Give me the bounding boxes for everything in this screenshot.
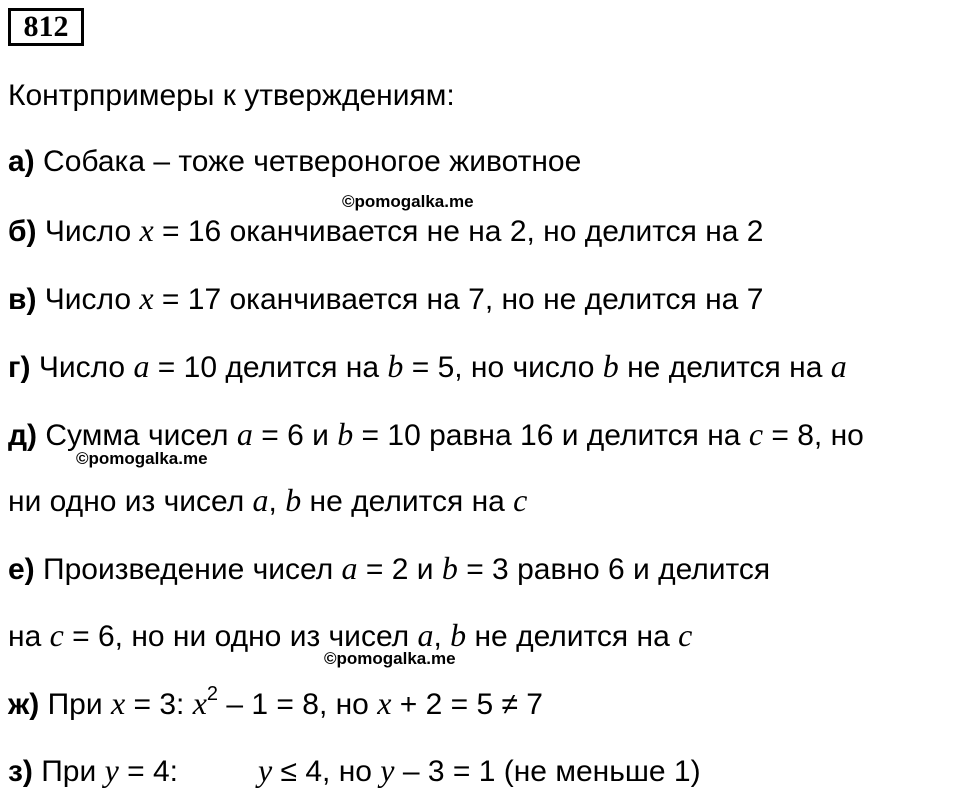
text: + 2 = 5 ≠ 7 — [391, 688, 543, 721]
item-label: е) — [8, 553, 35, 586]
text: = 6 и — [252, 419, 338, 452]
item-label: ж) — [8, 688, 40, 721]
item-zh — [8, 685, 543, 723]
variable: b — [450, 617, 467, 653]
text: = 6, но ни одно из чисел — [63, 620, 418, 653]
item-label: г) — [8, 351, 31, 384]
variable: c — [748, 416, 764, 452]
variable: b — [602, 348, 619, 384]
text: = 3: — [125, 688, 193, 721]
text: – 3 = 1 (не меньше 1) — [394, 755, 701, 788]
variable: b — [387, 348, 404, 384]
variable: x — [192, 685, 207, 721]
item-label: в) — [8, 283, 37, 316]
variable: x — [139, 280, 154, 316]
text: При — [32, 755, 105, 788]
variable: a — [417, 617, 434, 653]
text: При — [39, 688, 111, 721]
text: ни одно из чисел — [8, 485, 253, 518]
text: = 8, но — [763, 419, 864, 452]
text: , — [268, 485, 286, 518]
item-label: д) — [8, 419, 38, 452]
text: = 16 оканчивается не на 2, но делится на 2 — [153, 215, 764, 248]
variable: a — [252, 482, 269, 518]
variable: b — [285, 482, 302, 518]
item-label: а) — [8, 145, 35, 178]
text: Сумма чисел — [37, 419, 237, 452]
text: = 17 оканчивается на 7, но не делится на 7 — [153, 283, 764, 316]
watermark: ©pomogalka.me — [76, 449, 208, 468]
variable: b — [337, 416, 354, 452]
variable: a — [830, 348, 847, 384]
variable: y — [104, 752, 119, 788]
text: Число — [30, 351, 134, 384]
variable: a — [236, 416, 253, 452]
text: , — [433, 620, 451, 653]
text: = 3 равно 6 и делится — [457, 553, 771, 586]
text: = 10 равна 16 и делится на — [353, 419, 749, 452]
variable: c — [513, 482, 528, 518]
text: = 2 и — [357, 553, 442, 586]
heading: Контрпримеры к утверждениям: — [8, 79, 455, 112]
item-g — [8, 348, 847, 386]
variable: a — [133, 348, 150, 384]
variable: y — [380, 752, 395, 788]
text: Произведение чисел — [34, 553, 342, 586]
item-d-line2 — [8, 482, 527, 520]
item-label: з) — [8, 755, 33, 788]
text: Число — [36, 283, 140, 316]
variable: y — [258, 752, 273, 788]
text: = 4: — [118, 755, 179, 788]
watermark: ©pomogalka.me — [324, 649, 456, 668]
text: ≤ 4, но — [272, 755, 381, 788]
item-label: б) — [8, 215, 37, 248]
item-text: Собака – тоже четвероногое животное — [34, 145, 582, 178]
variable: a — [341, 550, 358, 586]
text: на — [8, 620, 50, 653]
variable: b — [441, 550, 458, 586]
item-a — [8, 144, 581, 180]
exponent: 2 — [206, 683, 219, 705]
text: Число — [36, 215, 140, 248]
text: – 1 = 8, но — [218, 688, 378, 721]
text: = 5, но число — [403, 351, 603, 384]
text: не делится на — [466, 620, 679, 653]
text: = 10 делится на — [149, 351, 388, 384]
variable: c — [49, 617, 64, 653]
variable: c — [678, 617, 693, 653]
item-b — [8, 212, 763, 250]
variable: x — [110, 685, 126, 721]
item-v — [8, 280, 763, 318]
variable: x — [377, 685, 392, 721]
item-z — [8, 752, 701, 790]
variable: x — [139, 212, 154, 248]
task-number: 812 — [8, 8, 84, 46]
text: не делится на — [301, 485, 514, 518]
item-e-line1 — [8, 550, 770, 588]
text: не делится на — [618, 351, 831, 384]
watermark: ©pomogalka.me — [342, 192, 474, 211]
